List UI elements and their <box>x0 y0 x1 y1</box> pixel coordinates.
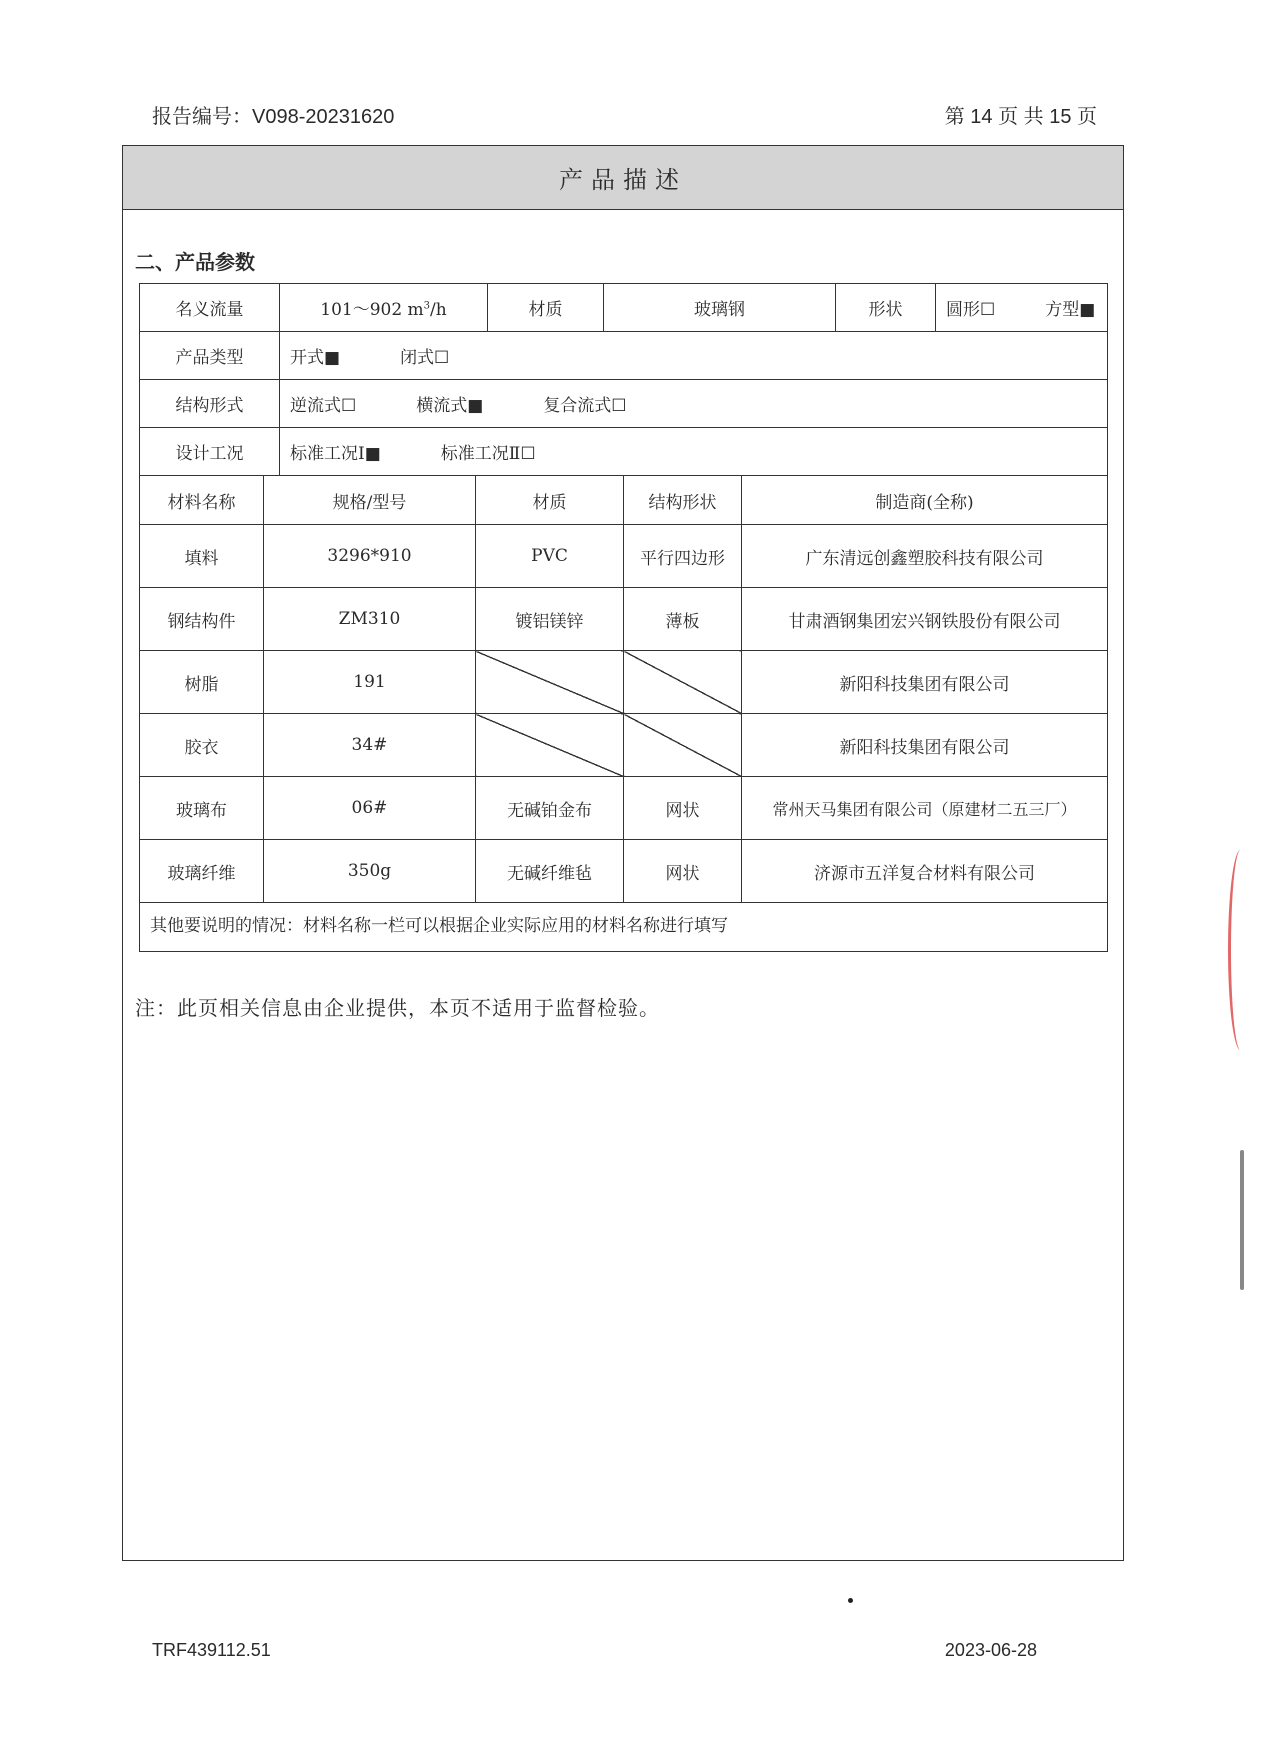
material-label: 材质 <box>488 284 604 332</box>
table-cell: 镀铝镁锌 <box>476 588 624 651</box>
content-frame <box>122 145 1124 1561</box>
table-row <box>140 525 1108 588</box>
table-cell: 191 <box>264 651 476 714</box>
table-cell: 350g <box>264 840 476 903</box>
flow-value: 101～902 $m^3/h$ <box>280 284 488 332</box>
type-label: 产品类型 <box>140 332 280 380</box>
table-row <box>140 588 1108 651</box>
table-cell: 常州天马集团有限公司（原建材二五三厂） <box>742 777 1108 840</box>
footnote: 注：此页相关信息由企业提供，本页不适用于监督检验。 <box>135 996 660 1020</box>
header-cell: 材料名称 <box>140 476 264 525</box>
structure-label: 结构形式 <box>140 380 280 428</box>
binding-mark <box>1240 1150 1244 1290</box>
empty-slashed-cell <box>476 651 624 714</box>
report-number: 报告编号：V098-20231620 <box>152 106 395 128</box>
header-cell: 材质 <box>476 476 624 525</box>
form-code: TRF439112.51 <box>152 1640 271 1660</box>
table-row <box>140 714 1108 777</box>
header-cell: 结构形状 <box>624 476 742 525</box>
table-cell: 薄板 <box>624 588 742 651</box>
table-row <box>140 332 1108 380</box>
table-cell: 玻璃布 <box>140 777 264 840</box>
table-cell: 新阳科技集团有限公司 <box>742 651 1108 714</box>
table-note-row <box>140 903 1108 952</box>
empty-slashed-cell <box>476 714 624 777</box>
page-info: 第 14 页 共 15 页 <box>944 106 1097 128</box>
table-cell: 网状 <box>624 777 742 840</box>
shape-label: 形状 <box>836 284 936 332</box>
table-cell: 胶衣 <box>140 714 264 777</box>
table-cell: 钢结构件 <box>140 588 264 651</box>
page-title: 产品描述 <box>123 146 1123 210</box>
table-cell: 34# <box>264 714 476 777</box>
table-cell: 树脂 <box>140 651 264 714</box>
table-cell: 06# <box>264 777 476 840</box>
table-cell: 甘肃酒钢集团宏兴钢铁股份有限公司 <box>742 588 1108 651</box>
material-value: 玻璃钢 <box>604 284 836 332</box>
table-row <box>140 777 1108 840</box>
table-cell: 济源市五洋复合材料有限公司 <box>742 840 1108 903</box>
table-cell: 平行四边形 <box>624 525 742 588</box>
table-cell: 填料 <box>140 525 264 588</box>
flow-label: 名义流量 <box>140 284 280 332</box>
table-cell: 3296*910 <box>264 525 476 588</box>
footer-date: 2023-06-28 <box>944 1640 1037 1660</box>
design-label: 设计工况 <box>140 428 280 476</box>
table-row <box>140 428 1108 476</box>
table-note: 其他要说明的情况：材料名称一栏可以根据企业实际应用的材料名称进行填写 <box>140 903 1108 952</box>
table-cell: PVC <box>476 525 624 588</box>
materials-table <box>139 475 1108 952</box>
structure-options: 逆流式☐ 横流式■ 复合流式☐ <box>280 380 1108 428</box>
scan-dot <box>848 1598 853 1603</box>
table-row <box>140 380 1108 428</box>
shape-options: 圆形☐ 方型■ <box>936 284 1108 332</box>
design-options: 标准工况Ⅰ■ 标准工况Ⅱ☐ <box>280 428 1108 476</box>
header-cell: 制造商(全称) <box>742 476 1108 525</box>
table-header-row <box>140 476 1108 525</box>
table-row <box>140 284 1108 332</box>
table-cell: 网状 <box>624 840 742 903</box>
table-cell: 新阳科技集团有限公司 <box>742 714 1108 777</box>
table-cell: 无碱纤维毡 <box>476 840 624 903</box>
section-title: 二、产品参数 <box>135 250 255 274</box>
table-cell: ZM310 <box>264 588 476 651</box>
empty-slashed-cell <box>624 714 742 777</box>
table-row <box>140 840 1108 903</box>
type-options: 开式■ 闭式☐ <box>280 332 1108 380</box>
table-cell: 无碱铂金布 <box>476 777 624 840</box>
header-cell: 规格/型号 <box>264 476 476 525</box>
table-row <box>140 651 1108 714</box>
seal-stamp-edge <box>1228 850 1253 1050</box>
table-cell: 玻璃纤维 <box>140 840 264 903</box>
params-table <box>139 283 1108 476</box>
empty-slashed-cell <box>624 651 742 714</box>
table-cell: 广东清远创鑫塑胶科技有限公司 <box>742 525 1108 588</box>
